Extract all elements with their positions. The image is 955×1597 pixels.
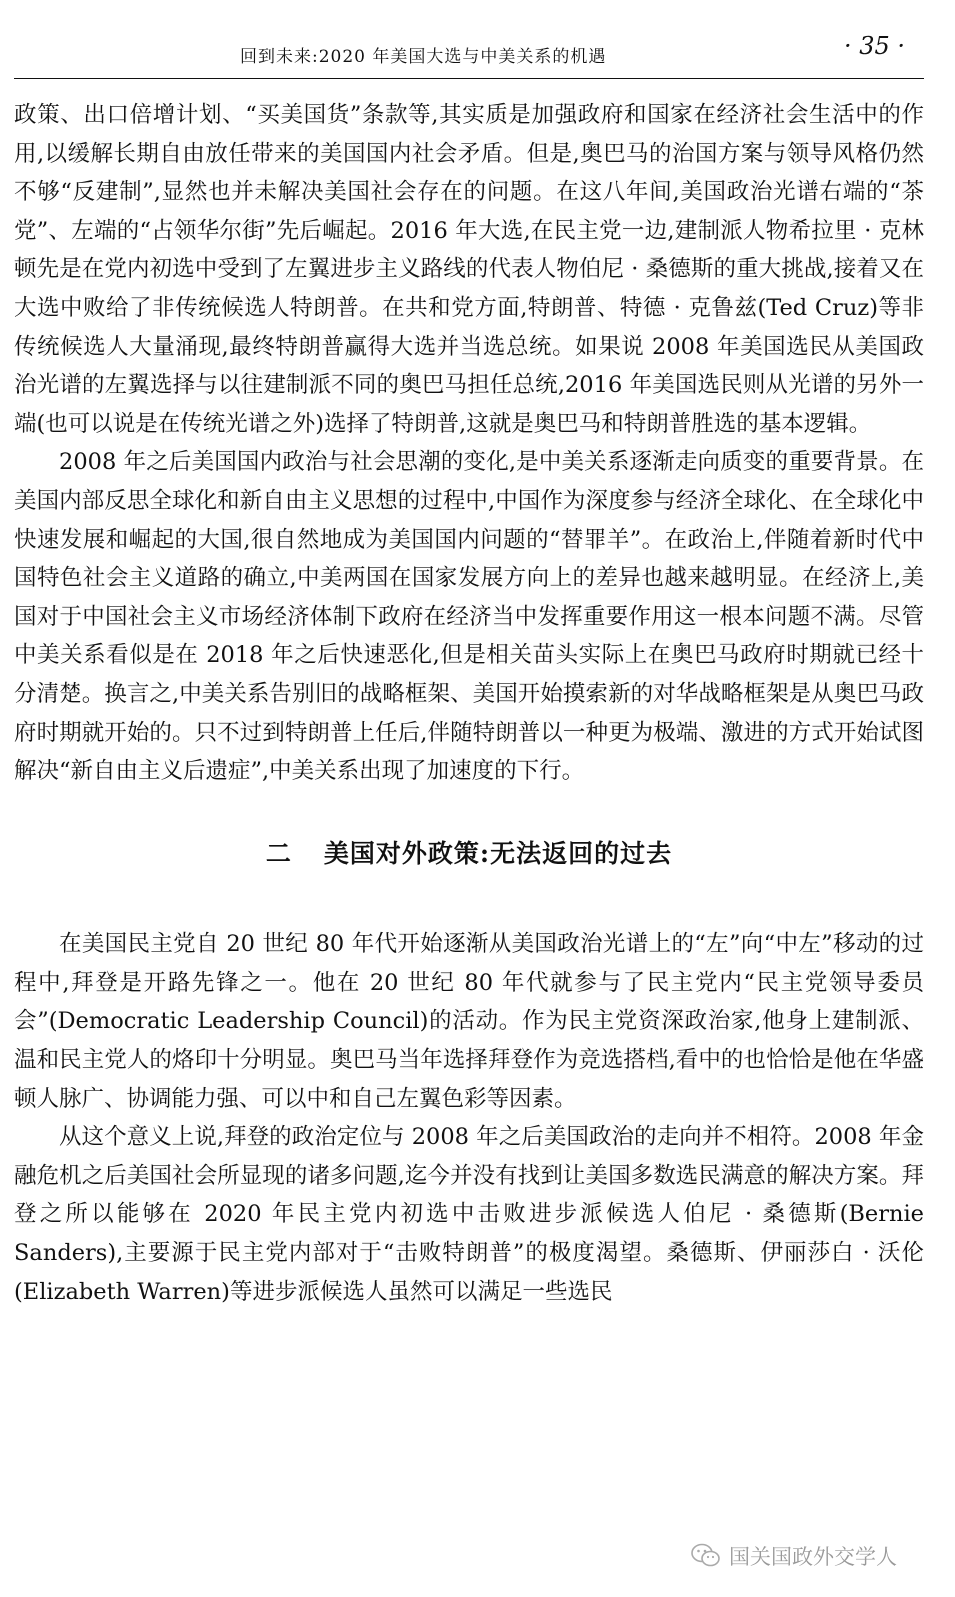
paragraph: 政策、出口倍增计划、“买美国货”条款等,其实质是加强政府和国家在经济社会生活中的作用,以缓解长期自由放任带来的美国国内社会矛盾。但是,奥巴马的治国方案与领导风格仍然不够“反建制”,显然也并未解决美国社会存在的问题。在这八年间,美国政治光谱右端的“茶党”、左端的“占领华尔街”先后崛起。2016 年大选,在民主党一边,建制派人物希拉里 · 克林顿先是在党内初选中受到了左翼进步主义路线的代表人物伯尼 · 桑德斯的重大挑战,接着又在大选中败给了非传统候选人特朗普。在共和党方面,特朗普、特德 · 克鲁兹(Ted Cruz)等非传统候选人大量涌现,最终特朗普赢得大选并当选总统。如果说 2008 年美国选民从美国政治光谱的左翼选择与以往建制派不同的奥巴马担任总统,2016 年美国选民则从光谱的另外一端(也可以说是在传统光谱之外)选择了特朗普,这就是奥巴马和特朗普胜选的基本逻辑。 xyxy=(14,102,924,437)
running-title: 回到未来:2020 年美国大选与中美关系的机遇 xyxy=(240,47,607,67)
paragraph: 从这个意义上说,拜登的政治定位与 2008 年之后美国政治的走向并不相符。2008 年金融危机之后美国社会所显现的诸多问题,迄今并没有找到让美国多数选民满意的解决方案。拜登之所以能够在 2020 年民主党内初选中击败进步派候选人伯尼 · 桑德斯(Bernie Sanders),主要源于民主党内部对于“击败特朗普”的极度渴望。桑德斯、伊丽莎白 · 沃伦(Elizabeth Warren)等进步派候选人虽然可以满足一些选民 xyxy=(14,1124,924,1305)
section-heading xyxy=(14,835,924,874)
header-rule xyxy=(14,78,924,79)
section-title: 美国对外政策:无法返回的过去 xyxy=(323,838,673,868)
page-number: · 35 · xyxy=(843,32,905,60)
page-header xyxy=(0,32,955,72)
paragraph: 2008 年之后美国国内政治与社会思潮的变化,是中美关系逐渐走向质变的重要背景。在美国内部反思全球化和新自由主义思想的过程中,中国作为深度参与经济全球化、在全球化中快速发展和崛起的大国,很自然地成为美国国内问题的“替罪羊”。在政治上,伴随着新时代中国特色社会主义道路的确立,中美两国在国家发展方向上的差异也越来越明显。在经济上,美国对于中国社会主义市场经济体制下政府在经济当中发挥重要作用这一根本问题不满。尽管中美关系看似是在 2018 年之后快速恶化,但是相关苗头实际上在奥巴马政府时期就已经十分清楚。换言之,中美关系告别旧的战略框架、美国开始摸索新的对华战略框架是从奥巴马政府时期就开始的。只不过到特朗普上任后,伴随特朗普以一种更为极端、激进的方式开始试图解决“新自由主义后遗症”,中美关系出现了加速度的下行。 xyxy=(14,449,924,785)
wechat-icon xyxy=(691,1543,721,1569)
paragraph: 在美国民主党自 20 世纪 80 年代开始逐渐从美国政治光谱上的“左”向“中左”移动的过程中,拜登是开路先锋之一。他在 20 世纪 80 年代就参与了民主党内“民主党领导委员会”(Democratic Leadership Council)的活动。作为民主党资深政治家,他身上建制派、温和民主党人的烙印十分明显。奥巴马当年选择拜登作为竞选搭档,看中的也恰恰是他在华盛顿人脉广、协调能力强、可以中和自己左翼色彩等因素。 xyxy=(14,931,924,1112)
section-number: 二 xyxy=(265,838,292,868)
watermark-text: 国关国政外交学人 xyxy=(729,1545,897,1569)
watermark xyxy=(691,1541,897,1571)
page-body xyxy=(14,96,924,1311)
